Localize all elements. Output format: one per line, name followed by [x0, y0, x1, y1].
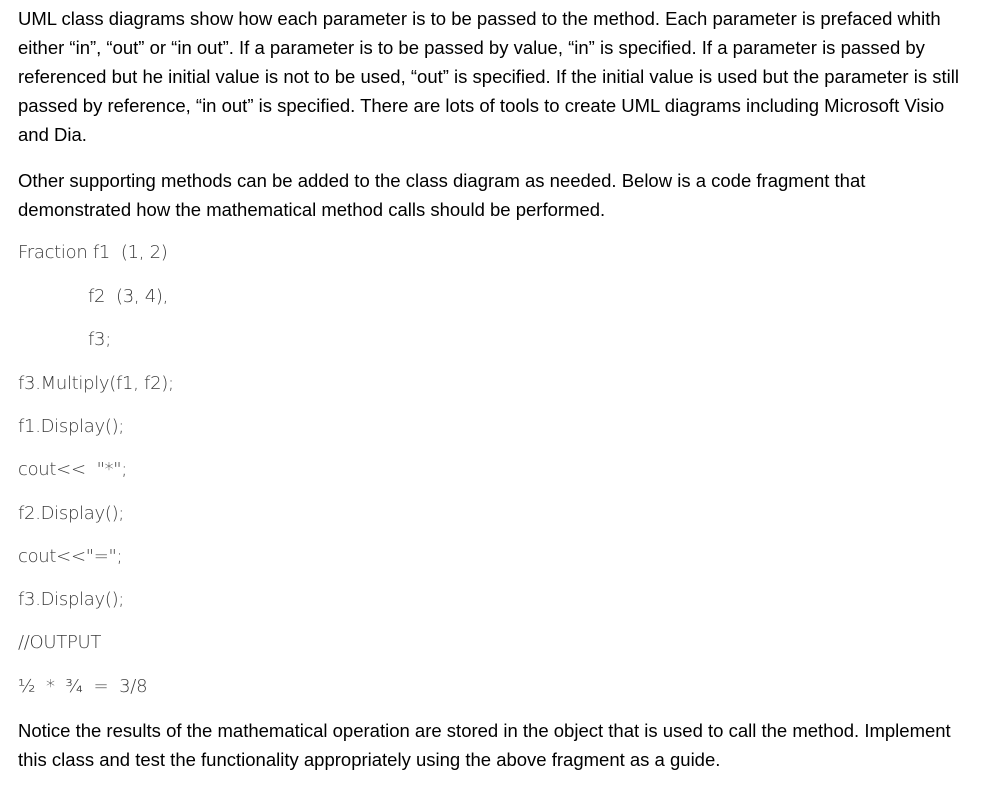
code-line: f3.Multiply(f1, f2); — [18, 373, 174, 394]
code-line: cout<< "*"; — [18, 459, 128, 480]
code-line: f2.Display(); — [18, 503, 125, 524]
code-line: cout<<"="; — [18, 546, 123, 567]
code-line: Fraction f1 (1, 2) — [18, 242, 168, 263]
code-comment-output: //OUTPUT — [18, 632, 102, 653]
code-output-result: ½ * ¾ = 3/8 — [18, 676, 148, 697]
code-line: f3.Display(); — [18, 589, 125, 610]
paragraph-uml-intro: UML class diagrams show how each parameter is to be passed to the method. Each parameter is prefaced whith either “in”, “out” or “in out”. If a parameter is to be passed by value, “in” is specified. If a parameter is passed by referenced but he initial value is not to be used, “out” is specified. If the initial value is used but the parameter is still passed by reference, “in out” is specified. There are lots of tools to create UML diagrams including Microsoft Visio and Dia. — [18, 8, 959, 145]
code-line: f1.Display(); — [18, 416, 125, 437]
paragraph-supporting-methods: Other supporting methods can be added to the class diagram as needed. Below is a code fragment that demonstrated how the mathematical method calls should be performed. — [18, 170, 866, 220]
code-line: f2 (3, 4), — [88, 286, 169, 307]
paragraph-implementation-note: Notice the results of the mathematical operation are stored in the object that is used to call the method. Implement this class and test the functionality appropriately using the above fragment as a guide. — [18, 720, 951, 770]
code-line: f3; — [88, 329, 111, 350]
